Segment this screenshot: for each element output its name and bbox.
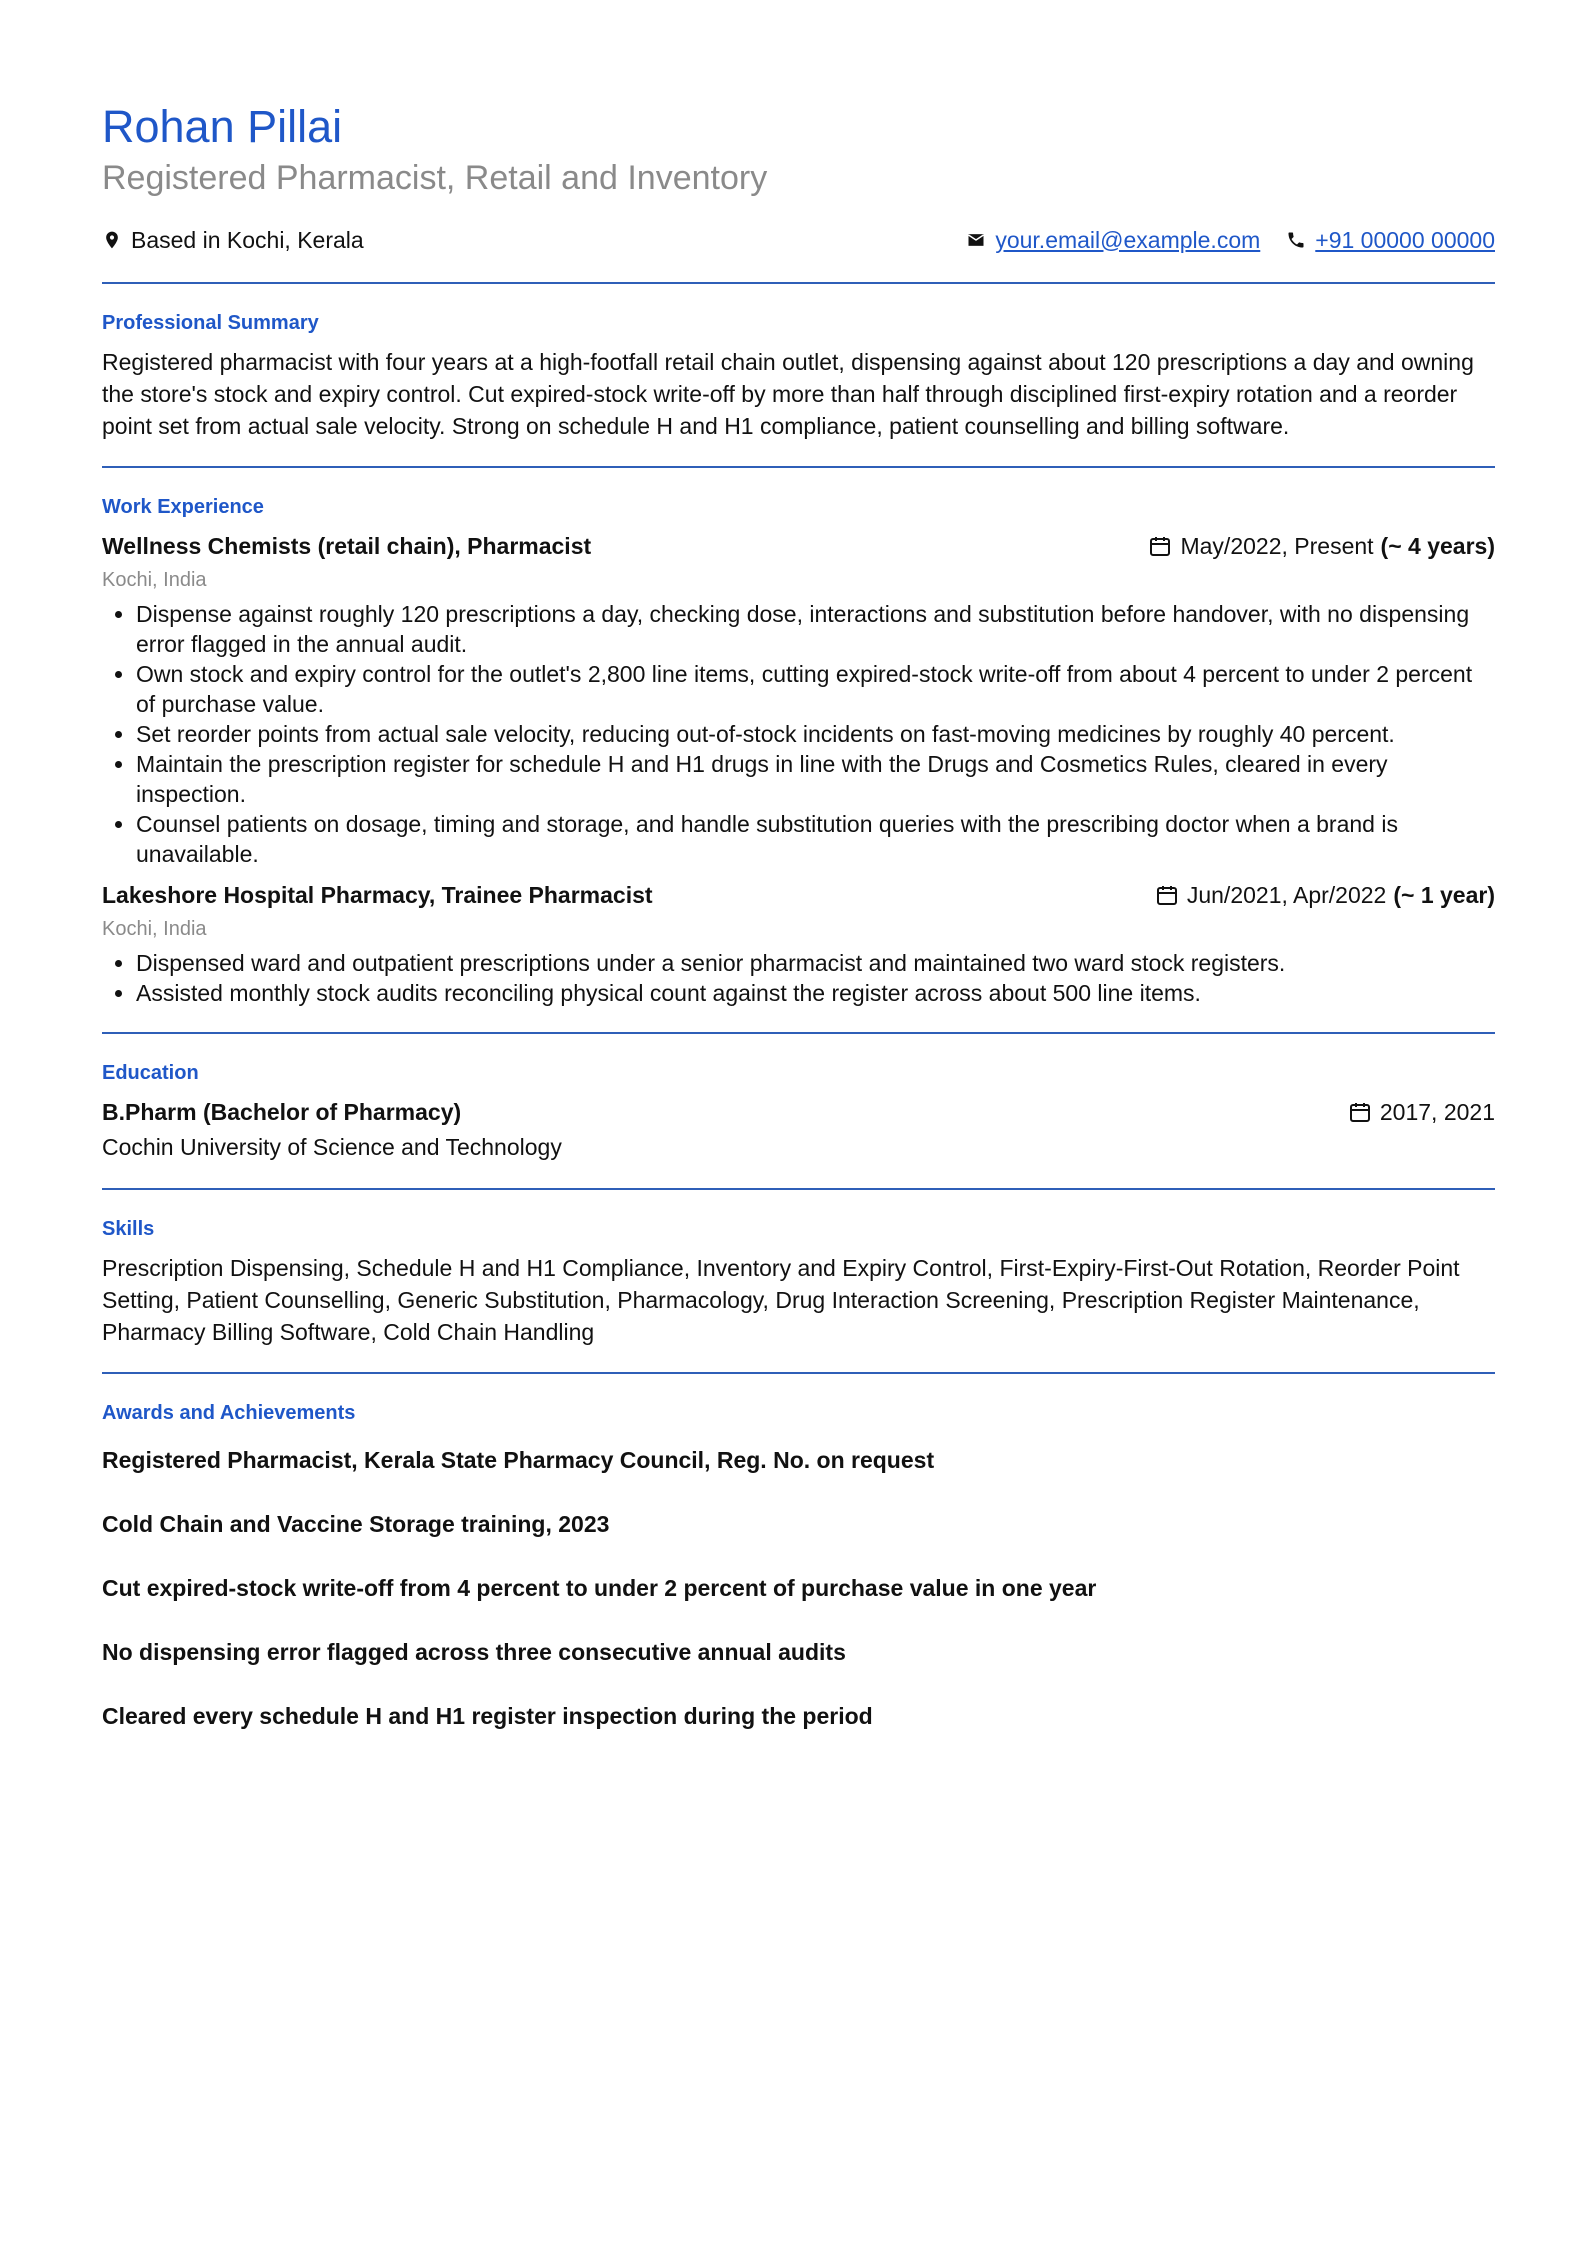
awards-list — [102, 1444, 1495, 1732]
calendar-icon — [1148, 534, 1172, 558]
job-entry — [102, 879, 1495, 1008]
education-dates — [1348, 1096, 1495, 1128]
degree-name: B.Pharm (Bachelor of Pharmacy) — [102, 1099, 462, 1125]
experience-section — [102, 468, 1495, 1032]
summary-title: Professional Summary — [102, 312, 319, 334]
map-pin-icon — [102, 230, 122, 250]
list-item: • Dispense against roughly 120 prescriptions a day, checking dose, interactions and substitution before handover, with no dispensing error flagged in the annual audit. — [136, 599, 1495, 659]
job-location: Kochi, India — [102, 918, 207, 940]
award-item: Cold Chain and Vaccine Storage training, 2023 — [102, 1511, 610, 1537]
candidate-name: Rohan Pillai — [102, 101, 343, 152]
summary-section — [102, 284, 1495, 466]
envelope-icon — [966, 230, 986, 250]
award-item: Cleared every schedule H and H1 register inspection during the period — [102, 1703, 873, 1729]
job-entry — [102, 530, 1495, 869]
location-text: Based in Kochi, Kerala — [131, 226, 364, 253]
candidate-headline: Registered Pharmacist, Retail and Inventory — [102, 159, 768, 197]
phone-item — [1286, 227, 1495, 254]
summary-text: Registered pharmacist with four years at a high-footfall retail chain outlet, dispensing against about 120 prescriptions a day and owning the store's stock and expiry control. Cut expired-stock write-off by more than half through disciplined first-expiry rotation and a reorder point set from actual sale velocity. Strong on schedule H and H1 compliance, patient counselling and billing software. — [102, 349, 1474, 439]
education-section — [102, 1034, 1495, 1188]
job-date-range: Jun/2021, Apr/2022 — [1186, 882, 1387, 908]
phone-link[interactable]: +91 00000 00000 — [1315, 226, 1495, 253]
award-item: Registered Pharmacist, Kerala State Pharmacy Council, Reg. No. on request — [102, 1447, 935, 1473]
education-title: Education — [102, 1062, 199, 1084]
resume-page — [102, 98, 1495, 1788]
job-location: Kochi, India — [102, 569, 207, 591]
job-employer: Wellness Chemists (retail chain) — [102, 533, 455, 559]
email-link[interactable]: your.email@example.com — [995, 226, 1261, 253]
list-item: • Dispensed ward and outpatient prescriptions under a senior pharmacist and maintained two ward stock registers. — [136, 948, 1495, 978]
job-title — [102, 879, 653, 911]
job-title — [102, 530, 591, 562]
job-duration: (~ 1 year) — [1393, 882, 1495, 908]
job-role: Pharmacist — [467, 533, 592, 559]
calendar-icon — [1155, 883, 1179, 907]
award-item: Cut expired-stock write-off from 4 percent to under 2 percent of purchase value in one year — [102, 1575, 1097, 1601]
institution-name: Cochin University of Science and Technology — [102, 1134, 562, 1160]
job-dates — [1148, 530, 1495, 562]
job-duration: (~ 4 years) — [1380, 533, 1495, 559]
title-separator: , — [428, 882, 442, 908]
list-item: • Assisted monthly stock audits reconciling physical count against the register across about 500 line items. — [136, 978, 1495, 1008]
award-item: No dispensing error flagged across three consecutive annual audits — [102, 1639, 846, 1665]
skills-text: Prescription Dispensing, Schedule H and H1 Compliance, Inventory and Expiry Control, First-Expiry-First-Out Rotation, Reorder Point Setting, Patient Counselling, Generic Substitution, Pharmacology, Drug Interaction Screening, Prescription Register Maintenance, Pharmacy Billing Software, Cold Chain Handling — [102, 1255, 1460, 1345]
email-item — [966, 227, 1260, 254]
phone-icon — [1286, 230, 1306, 250]
calendar-icon — [1348, 1100, 1372, 1124]
awards-section — [102, 1374, 1495, 1788]
list-item: • Own stock and expiry control for the outlet's 2,800 line items, cutting expired-stock write-off from about 4 percent to under 2 percent of purchase value. — [136, 659, 1495, 719]
experience-title: Work Experience — [102, 496, 264, 518]
skills-title: Skills — [102, 1218, 155, 1240]
skills-section — [102, 1190, 1495, 1372]
list-item: • Set reorder points from actual sale velocity, reducing out-of-stock incidents on fast-moving medicines by roughly 40 percent. — [136, 719, 1495, 749]
education-date-range: 2017, 2021 — [1379, 1099, 1495, 1125]
list-item: • Counsel patients on dosage, timing and storage, and handle substitution queries with the prescribing doctor when a brand is unavailable. — [136, 809, 1495, 869]
job-role: Trainee Pharmacist — [441, 882, 653, 908]
job-date-range: May/2022, Present — [1180, 533, 1374, 559]
awards-title: Awards and Achievements — [102, 1402, 356, 1424]
title-separator: , — [454, 533, 468, 559]
job-bullets — [102, 948, 1495, 1008]
list-item: • Maintain the prescription register for schedule H and H1 drugs in line with the Drugs and Cosmetics Rules, cleared in every inspection. — [136, 749, 1495, 809]
location-item — [102, 227, 364, 254]
job-employer: Lakeshore Hospital Pharmacy — [102, 882, 429, 908]
job-dates — [1155, 879, 1495, 911]
contact-bar — [102, 224, 1495, 256]
job-bullets — [102, 599, 1495, 869]
